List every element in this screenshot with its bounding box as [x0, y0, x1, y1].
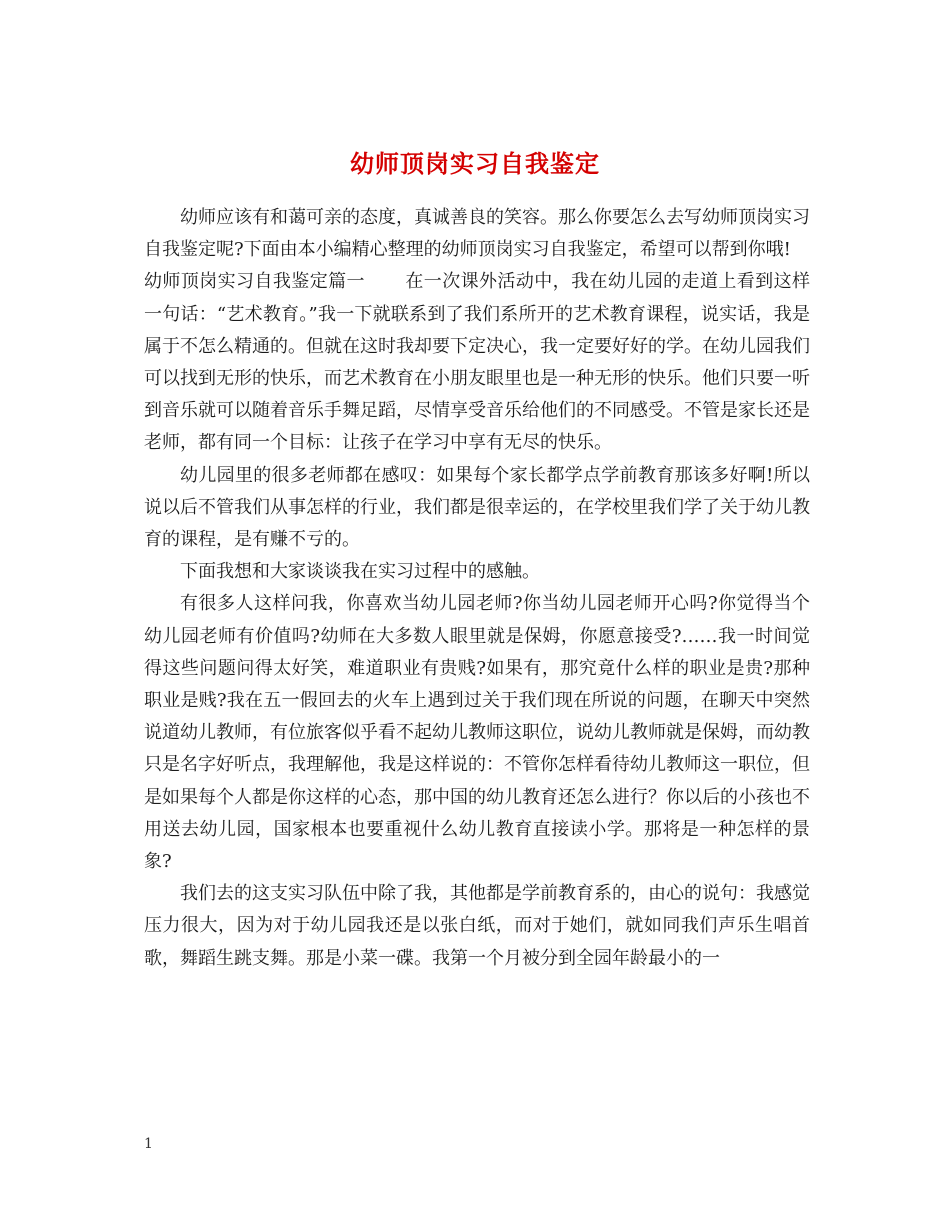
- body-paragraph: 幼儿园里的很多老师都在感叹：如果每个家长都学点学前教育那该多好啊!所以说以后不管我们从事怎样的行业，我们都是很幸运的，在学校里我们学了关于幼儿教育的课程，是有赚不亏的。: [144, 464, 810, 551]
- section-paragraph: [144, 266, 810, 459]
- document-body: [144, 202, 810, 975]
- body-paragraph: 下面我想和大家谈谈我在实习过程中的感触。: [180, 561, 540, 583]
- document-title: 幼师顶岗实习自我鉴定: [350, 150, 600, 179]
- intro-paragraph: 幼师应该有和蔼可亲的态度，真诚善良的笑容。那么你要怎么去写幼师顶岗实习自我鉴定呢?下面由本小编精心整理的幼师顶岗实习自我鉴定，希望可以帮到你哦!: [144, 207, 810, 261]
- page-number: 1: [144, 1136, 153, 1152]
- section-first-paragraph: 在一次课外活动中，我在幼儿园的走道上看到这样一句话：“艺术教育。”我一下就联系到了我们系所开的艺术教育课程，说实话，我是属于不怎么精通的。但就在这时我却要下定决心，我一定要好好的学。在幼儿园我们可以找到无形的快乐，而艺术教育在小朋友眼里也是一种无形的快乐。他们只要一听到音乐就可以随着音乐手舞足蹈，尽情享受音乐给他们的不同感受。不管是家长还是老师，都有同一个目标：让孩子在学习中享有无尽的快乐。: [144, 271, 811, 454]
- body-paragraph: 我们去的这支实习队伍中除了我，其他都是学前教育系的，由心的说句：我感觉压力很大，因为对于幼儿园我还是以张白纸，而对于她们，就如同我们声乐生唱首歌，舞蹈生跳支舞。那是小菜一碟。我第一个月被分到全园年龄最小的一: [144, 883, 810, 969]
- section-heading: 幼师顶岗实习自我鉴定篇一: [144, 271, 365, 293]
- body-paragraph: 有很多人这样问我，你喜欢当幼儿园老师?你当幼儿园老师开心吗?你觉得当个幼儿园老师有价值吗?幼师在大多数人眼里就是保姆，你愿意接受?……我一时间觉得这些问题问得太好笑，难道职业有贵贱?如果有，那究竟什么样的职业是贵?那种职业是贱?我在五一假回去的火车上遇到过关于我们现在所说的问题，在聊天中突然说道幼儿教师，有位旅客似乎看不起幼儿教师这职位，说幼儿教师就是保姆，而幼教只是名字好听点，我理解他，我是这样说的：不管你怎样看待幼儿教师这一职位，但是如果每个人都是你这样的心态，那中国的幼儿教育还怎么进行？你以后的小孩也不用送去幼儿园，国家根本也要重视什么幼儿教育直接读小学。那将是一种怎样的景象?: [144, 593, 810, 873]
